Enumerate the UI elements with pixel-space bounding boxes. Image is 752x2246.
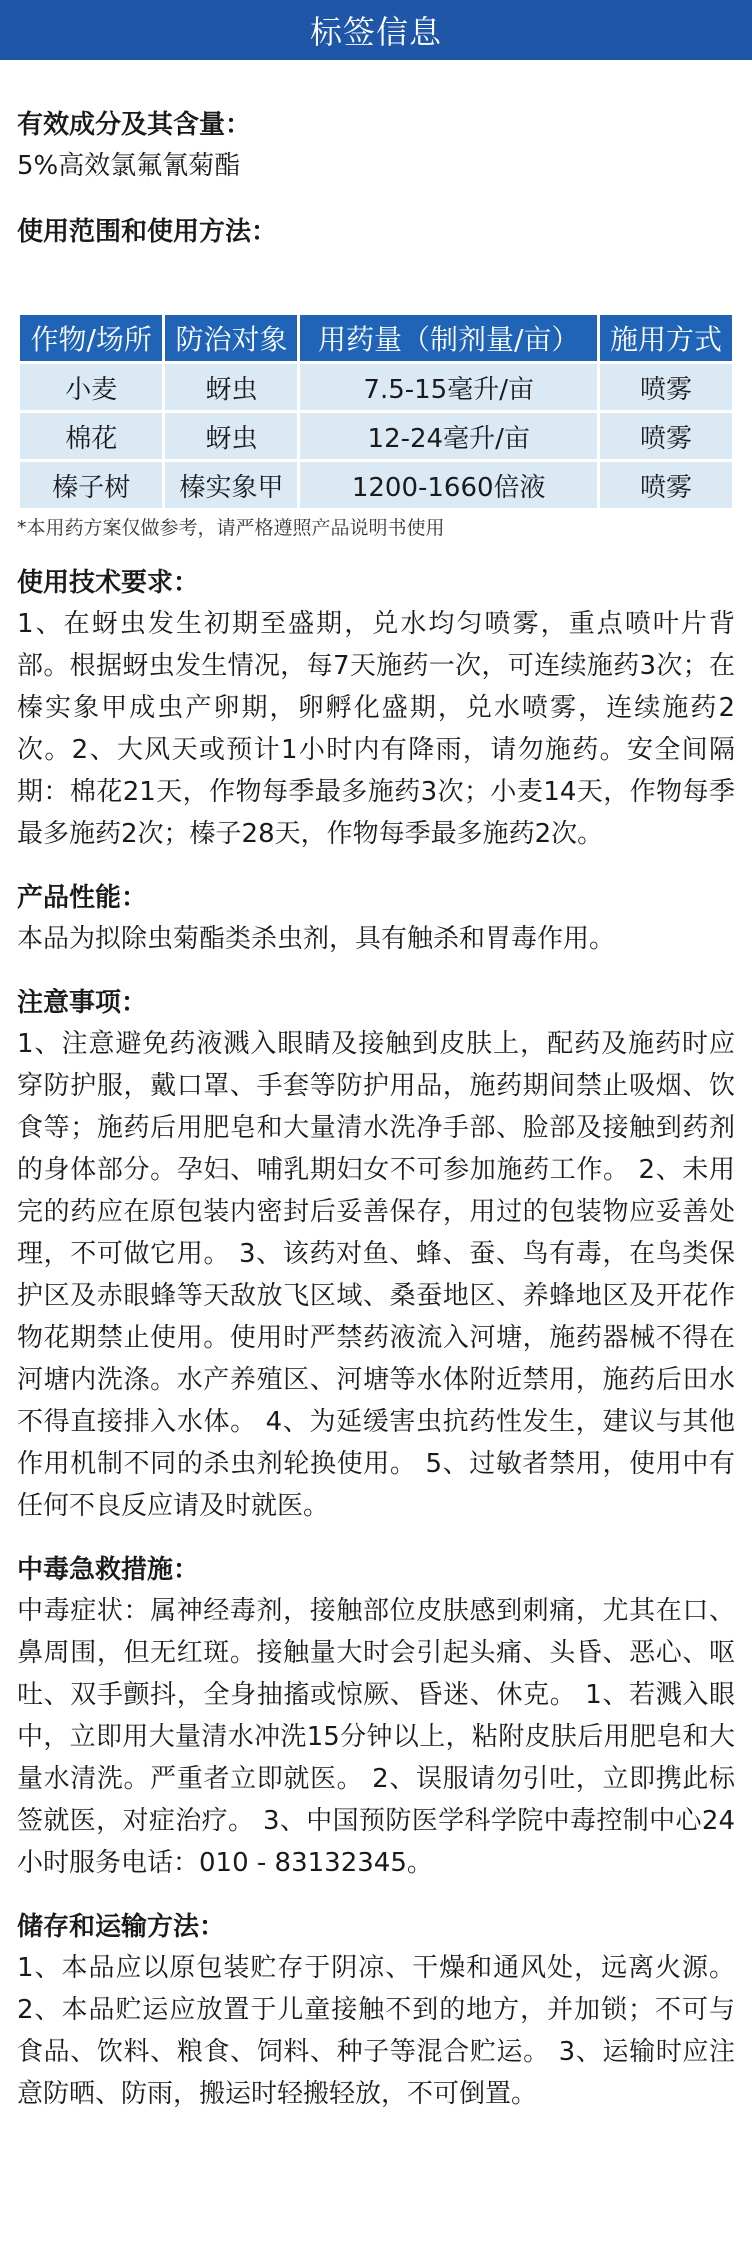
table-cell: 榛实象甲 xyxy=(165,462,297,508)
column-header: 防治对象 xyxy=(165,315,297,361)
section-title: 产品性能： xyxy=(17,883,148,913)
column-header: 用药量（制剂量/亩） xyxy=(300,315,596,361)
page-header xyxy=(0,0,752,60)
technique-section xyxy=(17,562,735,855)
page-title: 标签信息 xyxy=(309,13,442,51)
section-title: 储存和运输方法： xyxy=(17,1912,226,1942)
column-header: 施用方式 xyxy=(600,315,732,361)
usage-table xyxy=(17,312,735,511)
table-cell: 7.5-15毫升/亩 xyxy=(300,364,596,410)
table-cell: 12-24毫升/亩 xyxy=(300,413,596,459)
table-header-row xyxy=(20,315,732,361)
storage-text: 1、本品应以原包装贮存于阴凉、干燥和通风处，远离火源。 2、本品贮运应放置于儿童接触不到的地方，并加锁；不可与食品、饮料、粮食、饲料、种子等混合贮运。 3、运输时应注意防晒、防雨，搬运时轻搬轻放，不可倒置。 xyxy=(17,1953,735,2109)
section-title: 中毒急救措施： xyxy=(17,1555,200,1585)
table-cell: 喷雾 xyxy=(600,462,732,508)
cautions-section xyxy=(17,982,735,1527)
performance-text: 本品为拟除虫菊酯类杀虫剂，具有触杀和胃毒作用。 xyxy=(17,924,616,954)
usage-note: *本用药方案仅做参考，请严格遵照产品说明书使用 xyxy=(17,517,445,539)
section-title: 使用技术要求： xyxy=(17,568,200,598)
first-aid-section xyxy=(17,1549,735,1884)
active-ingredient-section xyxy=(17,60,735,187)
table-row xyxy=(20,413,732,459)
column-header: 作物/场所 xyxy=(20,315,162,361)
table-cell: 1200-1660倍液 xyxy=(300,462,596,508)
table-cell: 喷雾 xyxy=(600,364,732,410)
table-cell: 榛子树 xyxy=(20,462,162,508)
section-title: 有效成分及其含量： xyxy=(17,110,252,140)
usage-section xyxy=(17,211,735,540)
cautions-text: 1、注意避免药液溅入眼睛及接触到皮肤上，配药及施药时应穿防护服，戴口罩、手套等防护用品，施药期间禁止吸烟、饮食等；施药后用肥皂和大量清水洗净手部、脸部及接触到药剂的身体部分。孕妇、哺乳期妇女不可参加施药工作。 2、未用完的药应在原包装内密封后妥善保存，用过的包装物应妥善处理，不可做它用。 3、该药对鱼、蜂、蚕、鸟有毒，在鸟类保护区及赤眼蜂等天敌放飞区域、桑蚕地区、养蜂地区及开花作物花期禁止使用。使用时严禁药液流入河塘，施药器械不得在河塘内洗涤。水产养殖区、河塘等水体附近禁用，施药后田水不得直接排入水体。 4、为延缓害虫抗药性发生，建议与其他作用机制不同的杀虫剂轮换使用。 5、过敏者禁用，使用中有任何不良反应请及时就医。 xyxy=(17,1029,735,1521)
table-cell: 棉花 xyxy=(20,413,162,459)
table-row xyxy=(20,462,732,508)
technique-text: 1、在蚜虫发生初期至盛期，兑水均匀喷雾，重点喷叶片背部。根据蚜虫发生情况，每7天施药一次，可连续施药3次；在榛实象甲成虫产卵期，卵孵化盛期，兑水喷雾，连续施药2次。2、大风天或预计1小时内有降雨，请勿施药。安全间隔期：棉花21天，作物每季最多施药3次；小麦14天，作物每季最多施药2次；榛子28天，作物每季最多施药2次。 xyxy=(17,609,735,849)
table-cell: 蚜虫 xyxy=(165,364,297,410)
active-ingredient-text: 5%高效氯氟氰菊酯 xyxy=(17,151,241,181)
table-cell: 蚜虫 xyxy=(165,413,297,459)
table-row xyxy=(20,364,732,410)
section-title: 使用范围和使用方法： xyxy=(17,217,278,247)
section-title: 注意事项： xyxy=(17,988,148,1018)
label-content xyxy=(0,60,752,2115)
table-cell: 小麦 xyxy=(20,364,162,410)
table-cell: 喷雾 xyxy=(600,413,732,459)
storage-section xyxy=(17,1906,735,2115)
performance-section xyxy=(17,877,735,960)
first-aid-text: 中毒症状：属神经毒剂，接触部位皮肤感到刺痛，尤其在口、鼻周围，但无红斑。接触量大时会引起头痛、头昏、恶心、呕吐、双手颤抖，全身抽搐或惊厥、昏迷、休克。 1、若溅入眼中，立即用大量清水冲洗15分钟以上，粘附皮肤后用肥皂和大量水清洗。严重者立即就医。 2、误服请勿引吐，立即携此标签就医，对症治疗。 3、中国预防医学科学院中毒控制中心24小时服务电话：010 - 83132345。 xyxy=(17,1596,735,1878)
